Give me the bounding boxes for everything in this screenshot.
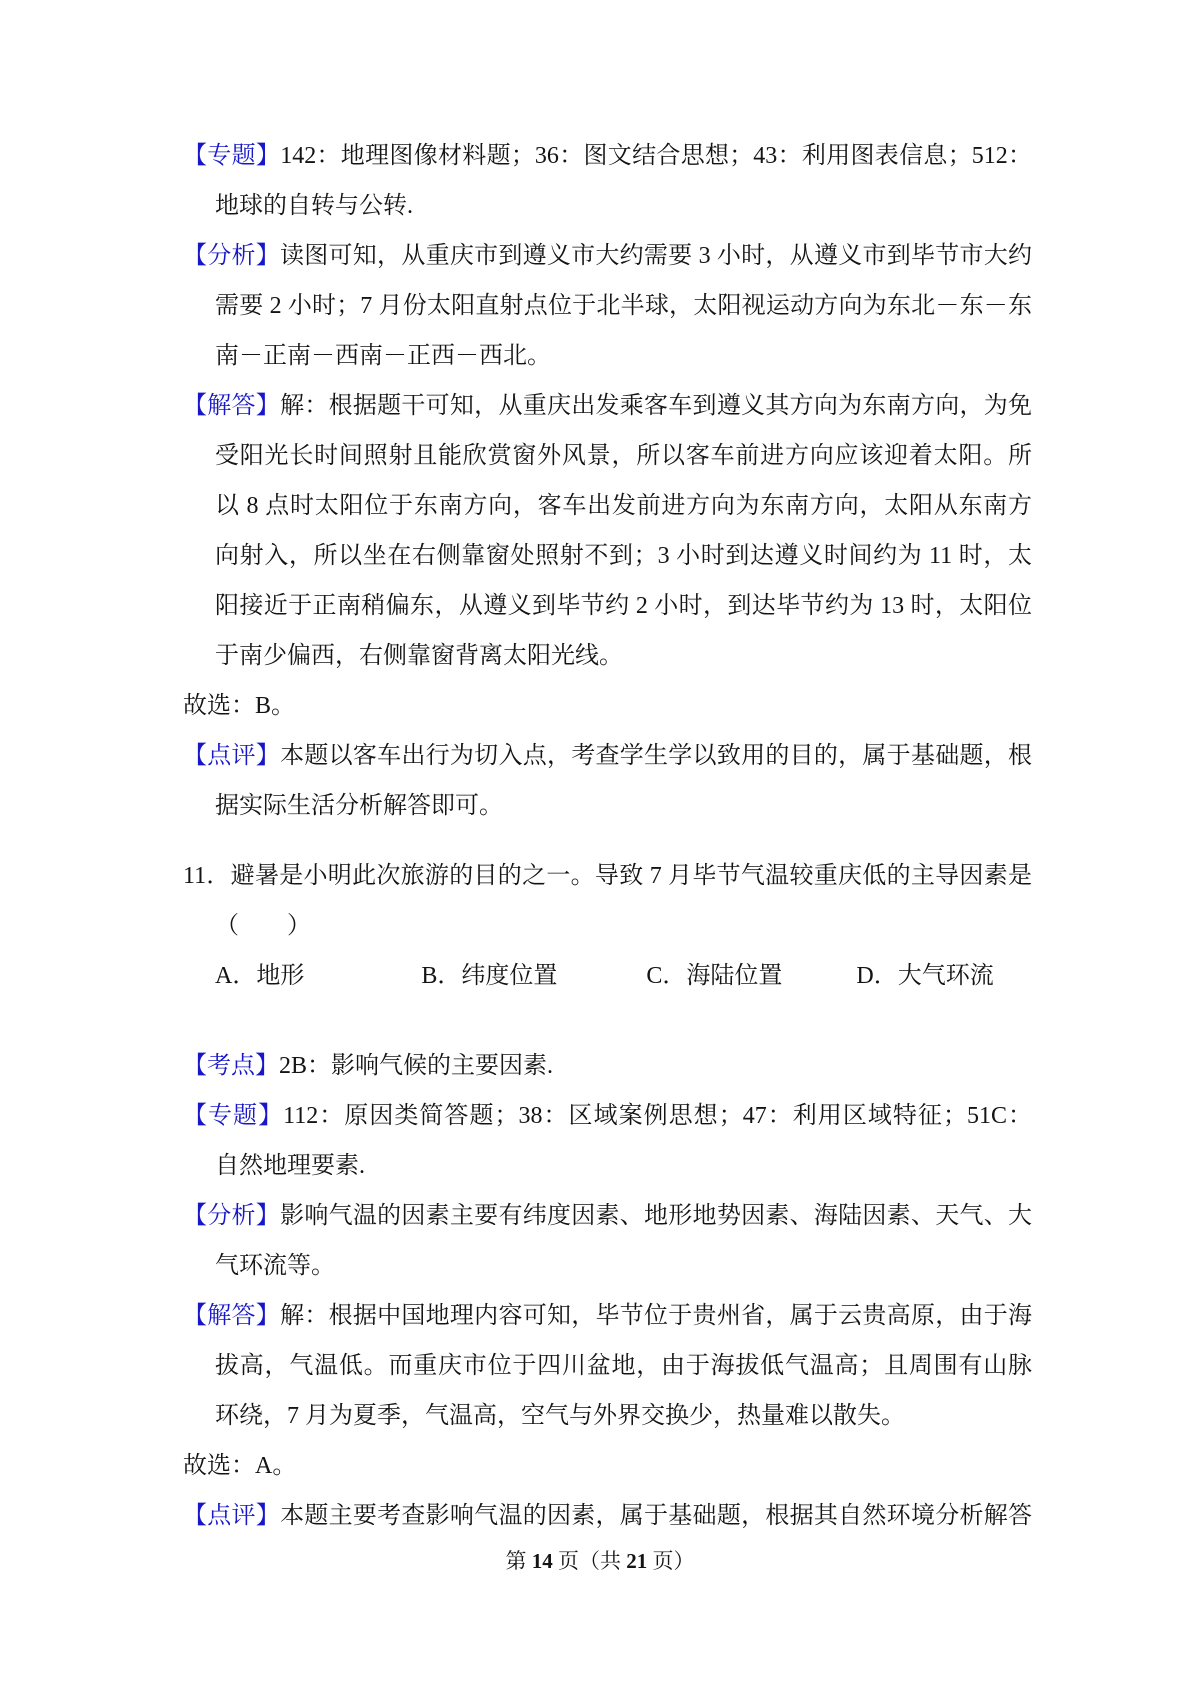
topic-text: 地球的自转与公转.: [215, 193, 413, 219]
solution-text: 受阳光长时间照射且能欣赏窗外风景，所以客车前进方向应该迎着太阳。所: [215, 443, 1032, 469]
footer-suffix: 页）: [647, 1549, 695, 1573]
solution-tag: 【解答】: [183, 1303, 281, 1329]
solution-text: 阳接近于正南稍偏东，从遵义到毕节约 2 小时，到达毕节约为 13 时，太阳位: [215, 593, 1032, 619]
exam-point-tag: 【考点】: [183, 1053, 279, 1079]
analysis-text: 气环流等。: [215, 1253, 335, 1279]
page-footer: [0, 1546, 1200, 1576]
spacer: [183, 1001, 1032, 1041]
comment-text: 据实际生活分析解答即可。: [215, 793, 503, 819]
topic-tag: 【专题】: [183, 1103, 284, 1129]
solution-tag: 【解答】: [183, 393, 281, 419]
topic-text: 112：原因类简答题；38：区域案例思想；47：利用区域特征；51C：: [283, 1103, 1032, 1129]
topic-paragraph-line: [183, 131, 1032, 181]
analysis-text: 读图可知，从重庆市到遵义市大约需要 3 小时，从遵义市到毕节市大约: [280, 243, 1032, 269]
option-c: C．海陆位置: [646, 963, 783, 989]
document-body: [183, 131, 1032, 1541]
topic-paragraph-line: [183, 1091, 1032, 1141]
exam-point-paragraph-line: [183, 1041, 1032, 1091]
analysis-text: 需要 2 小时；7 月份太阳直射点位于北半球，太阳视运动方向为东北－东－东: [215, 293, 1032, 319]
comment-text: 本题以客车出行为切入点，考查学生学以致用的目的，属于基础题，根: [280, 743, 1032, 769]
comment-tag: 【点评】: [183, 743, 281, 769]
topic-text: 142：地理图像材料题；36：图文结合思想；43：利用图表信息；512：: [280, 143, 1032, 169]
solution-text: 解：根据题干可知，从重庆出发乘客车到遵义其方向为东南方向，为免: [280, 393, 1032, 419]
analysis-tag: 【分析】: [183, 243, 281, 269]
answer-blank-parens: （ ）: [215, 913, 311, 939]
solution-text: 以 8 点时太阳位于东南方向，客车出发前进方向为东南方向，太阳从东南方: [215, 493, 1032, 519]
footer-middle: 页（共: [552, 1549, 627, 1573]
total-page-number: 21: [626, 1549, 648, 1573]
current-page-number: 14: [531, 1549, 553, 1573]
option-a: A．地形: [215, 963, 305, 989]
analysis-text: 南－正南－西南－正西－西北。: [215, 343, 551, 369]
analysis-text: 影响气温的因素主要有纬度因素、地形地势因素、海陆因素、天气、大: [280, 1203, 1032, 1229]
solution-text: 向射入，所以坐在右侧靠窗处照射不到；3 小时到达遵义时间约为 11 时，太: [215, 543, 1032, 569]
option-d: D．大气环流: [856, 963, 994, 989]
question-stem: 11．避暑是小明此次旅游的目的之一。导致 7 月毕节气温较重庆低的主导因素是: [183, 863, 1032, 889]
solution-paragraph-line: [183, 381, 1032, 431]
chosen-answer-line: 故选：B。: [183, 693, 296, 719]
spacer: [183, 831, 1032, 851]
option-b: B．纬度位置: [421, 963, 558, 989]
comment-tag: 【点评】: [183, 1503, 281, 1529]
topic-tag: 【专题】: [183, 143, 281, 169]
exam-point-text: 2B：影响气候的主要因素.: [279, 1053, 554, 1079]
analysis-tag: 【分析】: [183, 1203, 281, 1229]
footer-prefix: 第: [505, 1549, 532, 1573]
solution-paragraph-line: [183, 1291, 1032, 1341]
topic-text: 自然地理要素.: [215, 1153, 365, 1179]
analysis-paragraph-line: [183, 1191, 1032, 1241]
analysis-paragraph-line: [183, 231, 1032, 281]
comment-paragraph-line: [183, 731, 1032, 781]
comment-paragraph-line: [183, 1491, 1032, 1541]
solution-text: 拔高，气温低。而重庆市位于四川盆地，由于海拔低气温高；且周围有山脉: [215, 1353, 1032, 1379]
comment-text: 本题主要考查影响气温的因素，属于基础题，根据其自然环境分析解答: [280, 1503, 1032, 1529]
solution-text: 于南少偏西，右侧靠窗背离太阳光线。: [215, 643, 623, 669]
solution-text: 解：根据中国地理内容可知，毕节位于贵州省，属于云贵高原，由于海: [280, 1303, 1032, 1329]
chosen-answer-line: 故选：A。: [183, 1453, 297, 1479]
solution-text: 环绕，7 月为夏季，气温高，空气与外界交换少，热量难以散失。: [215, 1403, 905, 1429]
options-row: [183, 951, 1032, 1001]
